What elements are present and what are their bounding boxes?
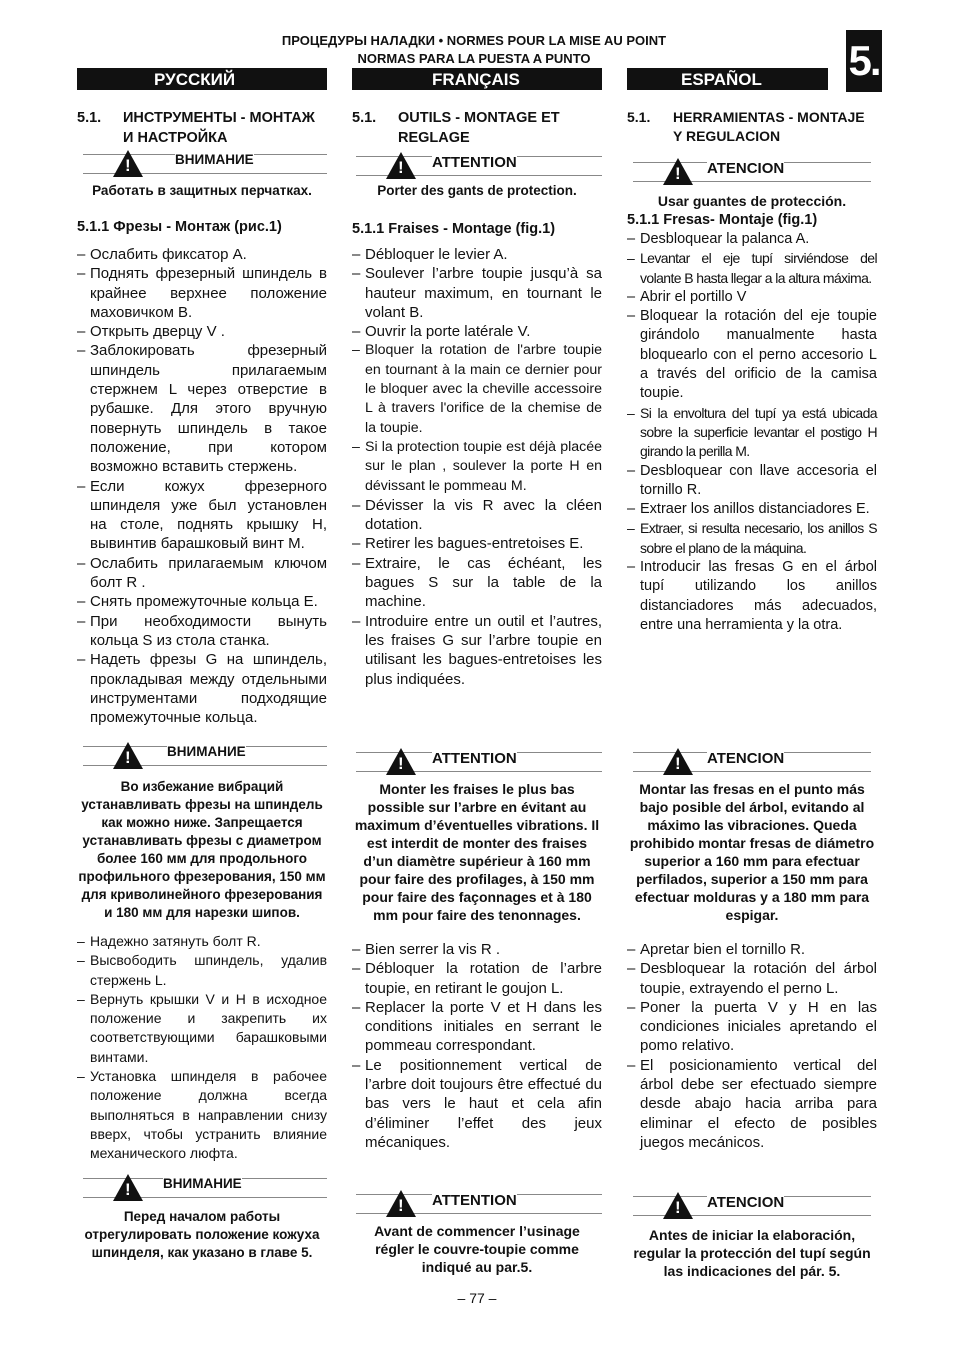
list-item: – Si la protection toupie est déjà placée sur le plan , soulever la porte H en dévissant le pommeau M. [352, 438, 602, 496]
list-item: – Soulever l’arbre toupie jusqu’à sa hauteur maximum, en tournant le volant B. [352, 264, 602, 322]
warning-icon [386, 748, 416, 775]
list-item: – Extraer, si resulta necesario, los anillos S sobre el plano de la máquina. [627, 519, 877, 558]
warning-box [633, 158, 871, 184]
lang-bar-fr [352, 68, 602, 90]
warning-box [356, 1190, 602, 1216]
warning-label: ATTENTION [432, 1192, 517, 1209]
warning-text: Porter des gants de protection. [377, 183, 577, 198]
list-item: – Поднять фрезерный шпиндель в крайнее верхнее положение маховичком B. [77, 264, 327, 322]
list-item: – Introduire entre un outil et l’autres, les fraises G sur l’arbre toupie en utilisant les bagues-entretoises les plus indiquées. [352, 612, 602, 689]
section-heading [627, 108, 877, 146]
warning-text: Usar guantes de protección. [657, 193, 847, 209]
list-item: – Retirer les bagues-entretoises E. [352, 534, 602, 553]
section-title: ИНСТРУМЕНТЫ - МОНТАЖ И НАСТРОЙКА [123, 110, 315, 146]
warning-box [633, 748, 871, 774]
section-title: OUTILS - MONTAGE ET REGLAGE [398, 110, 560, 146]
list-item: – Bloquear la rotación del eje toupie girándolo manualmente hasta bloquearlo con el perno accesorio L a través del orificio de la camisa toupie. [627, 307, 877, 403]
list-item: – Apretar bien el tornillo R. [627, 940, 877, 959]
list-item: – Ослабить фиксатор A. [77, 245, 327, 264]
column-ru [77, 108, 327, 727]
warning-text: Montar las fresas en el punto más bajo posible del árbol, evitando al máximo las vibraciones. Queda prohibido montar fresas de diámetro superior a 160 mm para efectuar perfilados, superior a 150 mm para efectuar molduras y a 180 mm para espigar. [629, 781, 875, 923]
list-item: – При необходимости вынуть кольца S из стола станка. [77, 612, 327, 651]
warning-text: Во избежание вибраций устанавливать фрезы на шпиндель как можно ниже. Запрещается устанавливать фрезы с диаметром более 160 мм для продольного профильного фрезерования, 150 мм для криволинейного фрезерования и 180 мм для нарезки шипов. [78, 779, 326, 920]
lang-label-ru: РУССКИЙ [154, 70, 236, 89]
warning-text: Monter les fraises le plus bas possible sur l’arbre en évitant au maximum d’éventuelles vibrations. Il est interdit de monter des fraises d’un diamètre supérieur à 160 mm pour faire des profilages, à 150 mm pour faire des façonnages et à 180 mm pour faire des tenonnages. [354, 781, 600, 923]
list-item: – Ослабить прилагаемым ключом болт R . [77, 554, 327, 593]
warning-text: Antes de iniciar la elaboración, regular la protección del tupí según las indicaciones del pár. 5. [633, 1227, 871, 1279]
steps-list [77, 932, 327, 1164]
section-number: 5.1. [352, 110, 377, 126]
steps-list [627, 230, 877, 635]
list-item: – Desbloquear con llave accesoria el tornillo R. [627, 462, 877, 501]
steps-list [352, 940, 602, 1152]
list-item: – Заблокировать фрезерный шпиндель прилагаемым стержнем L через отверстие в рубашке. Для этого вручную повернуть шпиндель в такое положение, при котором возможно вставить стержень. [77, 341, 327, 476]
chapter-number: 5. [846, 30, 882, 92]
list-item: – El posicionamiento vertical del árbol debe ser efectuado siempre desde abajo hacia arriba para eliminar el efecto de posibles juegos mecánicos. [627, 1056, 877, 1152]
subsection-title: 5.1.1 Fresas- Montaje (fig.1) [627, 212, 818, 228]
list-item: – Dévisser la vis R avec la cléen dotation. [352, 496, 602, 535]
lang-label-fr: FRANÇAIS [432, 70, 520, 89]
list-item: – Desbloquear la rotación del árbol toupie, extrayendo el perno L. [627, 959, 877, 998]
warning-icon [113, 1174, 143, 1201]
list-item: – Высвободить шпиндель, удалив стержень L. [77, 951, 327, 990]
list-item: – Levantar el eje tupí sirviéndose del volante B hasta llegar a la altura máxima. [627, 249, 877, 288]
list-item: – Ouvrir la porte latérale V. [352, 322, 602, 341]
list-item: – Abrir el portillo V [627, 288, 877, 307]
warning-box [356, 748, 602, 774]
lang-label-es: ESPAÑOL [681, 70, 762, 89]
subsection-title: 5.1.1 Fraises - Montage (fig.1) [352, 221, 556, 237]
list-item: – Установка шпинделя в рабочее положение должна всегда выполняться в направлении снизу вверх, чтобы устранить влияние механического люфта. [77, 1067, 327, 1163]
list-item: – Débloquer le levier A. [352, 245, 602, 264]
warning-icon [113, 150, 143, 177]
column-es [627, 108, 877, 635]
list-item: – Introducir las fresas G en el árbol tupí utilizando los anillos distanciadores más adecuados, entre una herramienta y la otra. [627, 558, 877, 635]
list-item: – Надеть фрезы G на шпиндель, прокладывая между отдельными инструментами подходящие промежуточные кольца. [77, 650, 327, 727]
section-number: 5.1. [627, 109, 651, 125]
warning-box [83, 1174, 327, 1200]
column-fr [352, 108, 602, 689]
warning-label: ATTENTION [432, 750, 517, 767]
warning-icon [386, 1190, 416, 1217]
section-title: HERRAMIENTAS - MONTAJE Y REGULACION [673, 109, 865, 144]
section-heading [352, 108, 602, 148]
warning-box [83, 150, 327, 176]
column-fr-footer [352, 1190, 602, 1276]
warning-icon [663, 748, 693, 775]
warning-text: Работать в защитных перчатках. [92, 183, 312, 198]
warning-box [356, 152, 602, 178]
list-item: – Si la envoltura del tupí ya está ubicada sobre la superficie levantar el postigo H girando la perilla M. [627, 404, 877, 462]
lang-bar-ru [77, 68, 327, 90]
steps-list [77, 245, 327, 727]
warning-label: ВНИМАНИЕ [163, 1175, 242, 1191]
list-item: – Bloquer la rotation de l'arbre toupie en tournant à la main ce dernier pour le bloquer avec la cheville accessoire L à travers l'orifice de la chemise de la toupie. [352, 341, 602, 437]
list-item: – Если кожух фрезерного шпинделя уже был установлен на столе, поднять крышку H, вывинтив барашковый винт M. [77, 477, 327, 554]
warning-text: Avant de commencer l’usinage régler le couvre-toupie comme indiqué au par.5. [374, 1223, 580, 1275]
list-item: – Bien serrer la vis R . [352, 940, 602, 959]
list-item: – Extraer los anillos distanciadores E. [627, 500, 877, 519]
column-es-footer [627, 1192, 877, 1280]
warning-icon [663, 1192, 693, 1219]
warning-icon [113, 742, 143, 769]
warning-icon [663, 158, 693, 185]
steps-list [627, 940, 877, 1152]
page-number: – 77 – [457, 1290, 497, 1306]
warning-label: ATENCION [707, 1194, 785, 1211]
subsection-title: 5.1.1 Фрезы - Монтаж (рис.1) [77, 219, 282, 235]
list-item: – Снять промежуточные кольца E. [77, 592, 327, 611]
list-item: – Débloquer la rotation de l’arbre toupie, en retirant le goujon L. [352, 959, 602, 998]
warning-label: ВНИМАНИЕ [167, 744, 246, 759]
list-item: – Открыть дверцу V . [77, 322, 327, 341]
list-item: – Надежно затянуть болт R. [77, 932, 327, 951]
list-item: – Extraire, le cas échéant, les bagues S sur la table de la machine. [352, 554, 602, 612]
column-ru-lower [77, 742, 327, 1262]
header-line-2: NORMAS PARA LA PUESTA A PUNTO [357, 51, 591, 66]
section-heading [77, 108, 327, 148]
list-item: – Poner la puerta V y H en las condiciones iniciales apretando el pomo relativo. [627, 998, 877, 1056]
steps-list [352, 245, 602, 689]
warning-box [633, 1192, 871, 1218]
warning-label: ATENCION [707, 160, 785, 177]
list-item: – Le positionnement vertical de l’arbre doit toujours être effectué du bas vers le haut et cela afin d’éliminer l’effet des jeux mécaniques. [352, 1056, 602, 1152]
section-number: 5.1. [77, 110, 102, 126]
header-line-1: ПРОЦЕДУРЫ НАЛАДКИ • NORMES POUR LA MISE AU POINT [281, 33, 667, 48]
warning-label: ATTENTION [432, 154, 517, 171]
list-item: – Replacer la porte V et H dans les conditions initiales en serrant le pommeau correspondant. [352, 998, 602, 1056]
list-item: – Desbloquear la palanca A. [627, 230, 877, 249]
warning-box [83, 742, 327, 768]
warning-label: ATENCION [707, 750, 785, 767]
column-es-lower [627, 748, 877, 1152]
warning-text: Перед началом работы отрегулировать положение кожуха шпинделя, как указано в главе 5. [84, 1208, 320, 1260]
lang-bar-es [627, 68, 828, 90]
warning-icon [386, 152, 416, 179]
column-fr-lower [352, 748, 602, 1152]
list-item: – Вернуть крышки V и H в исходное положение и закрепить их соответствующими барашковыми винтами. [77, 990, 327, 1067]
warning-label: ВНИМАНИЕ [175, 152, 254, 167]
